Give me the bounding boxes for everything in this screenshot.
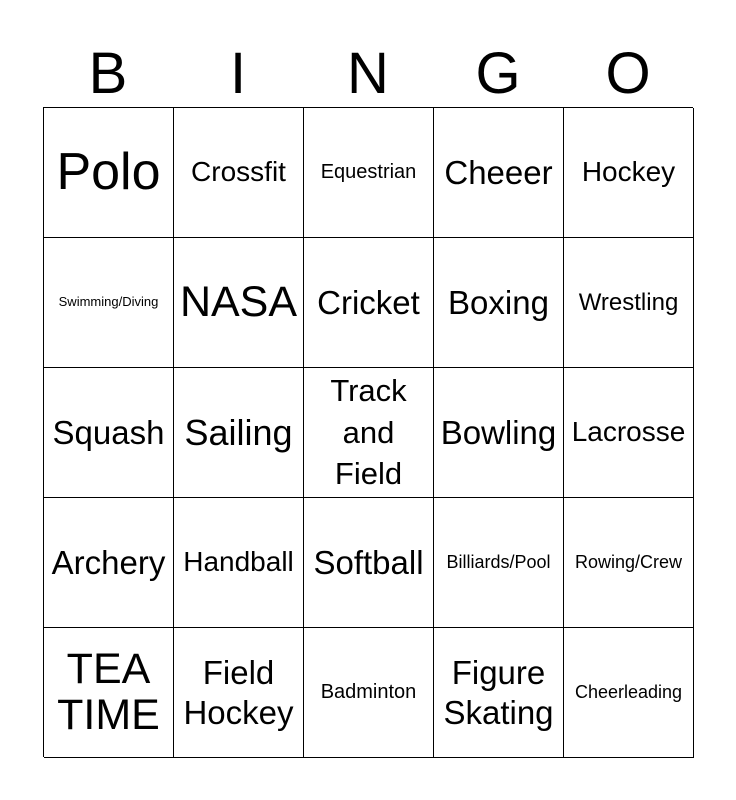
bingo-cell-r4-c3[interactable]: Softball xyxy=(304,498,434,628)
bingo-cell-r1-c2[interactable]: Crossfit xyxy=(174,108,304,238)
bingo-cell-r3-c3[interactable]: Track and Field xyxy=(304,368,434,498)
bingo-cell-r5-c5[interactable]: Cheerleading xyxy=(564,628,694,758)
bingo-cell-r4-c4[interactable]: Billiards/Pool xyxy=(434,498,564,628)
bingo-cell-r3-c1[interactable]: Squash xyxy=(44,368,174,498)
bingo-cell-r3-c5[interactable]: Lacrosse xyxy=(564,368,694,498)
bingo-cell-r3-c4[interactable]: Bowling xyxy=(434,368,564,498)
bingo-cell-r1-c5[interactable]: Hockey xyxy=(564,108,694,238)
bingo-cell-r5-c4[interactable]: Figure Skating xyxy=(434,628,564,758)
header-letter-n: N xyxy=(347,41,389,106)
header-letter-i: I xyxy=(229,41,247,106)
bingo-cell-r1-c4[interactable]: Cheeer xyxy=(434,108,564,238)
bingo-cell-r2-c4[interactable]: Boxing xyxy=(434,238,564,368)
header-letter-o: O xyxy=(605,41,651,106)
bingo-cell-r1-c3[interactable]: Equestrian xyxy=(304,108,434,238)
bingo-cell-r5-c2[interactable]: Field Hockey xyxy=(174,628,304,758)
bingo-cell-r1-c1[interactable]: Polo xyxy=(44,108,174,238)
header-letter-g: G xyxy=(475,41,521,106)
bingo-header xyxy=(43,40,693,108)
bingo-cell-r2-c3[interactable]: Cricket xyxy=(304,238,434,368)
bingo-cell-r5-c3[interactable]: Badminton xyxy=(304,628,434,758)
bingo-cell-r5-c1[interactable]: TEA TIME xyxy=(44,628,174,758)
bingo-grid xyxy=(43,107,693,757)
bingo-cell-r4-c2[interactable]: Handball xyxy=(174,498,304,628)
bingo-cell-r2-c1[interactable]: Swimming/Diving xyxy=(44,238,174,368)
header-letter-b: B xyxy=(88,41,128,106)
bingo-cell-r4-c5[interactable]: Rowing/Crew xyxy=(564,498,694,628)
bingo-cell-r2-c2[interactable]: NASA xyxy=(174,238,304,368)
bingo-cell-r3-c2[interactable]: Sailing xyxy=(174,368,304,498)
bingo-cell-r4-c1[interactable]: Archery xyxy=(44,498,174,628)
bingo-cell-r2-c5[interactable]: Wrestling xyxy=(564,238,694,368)
